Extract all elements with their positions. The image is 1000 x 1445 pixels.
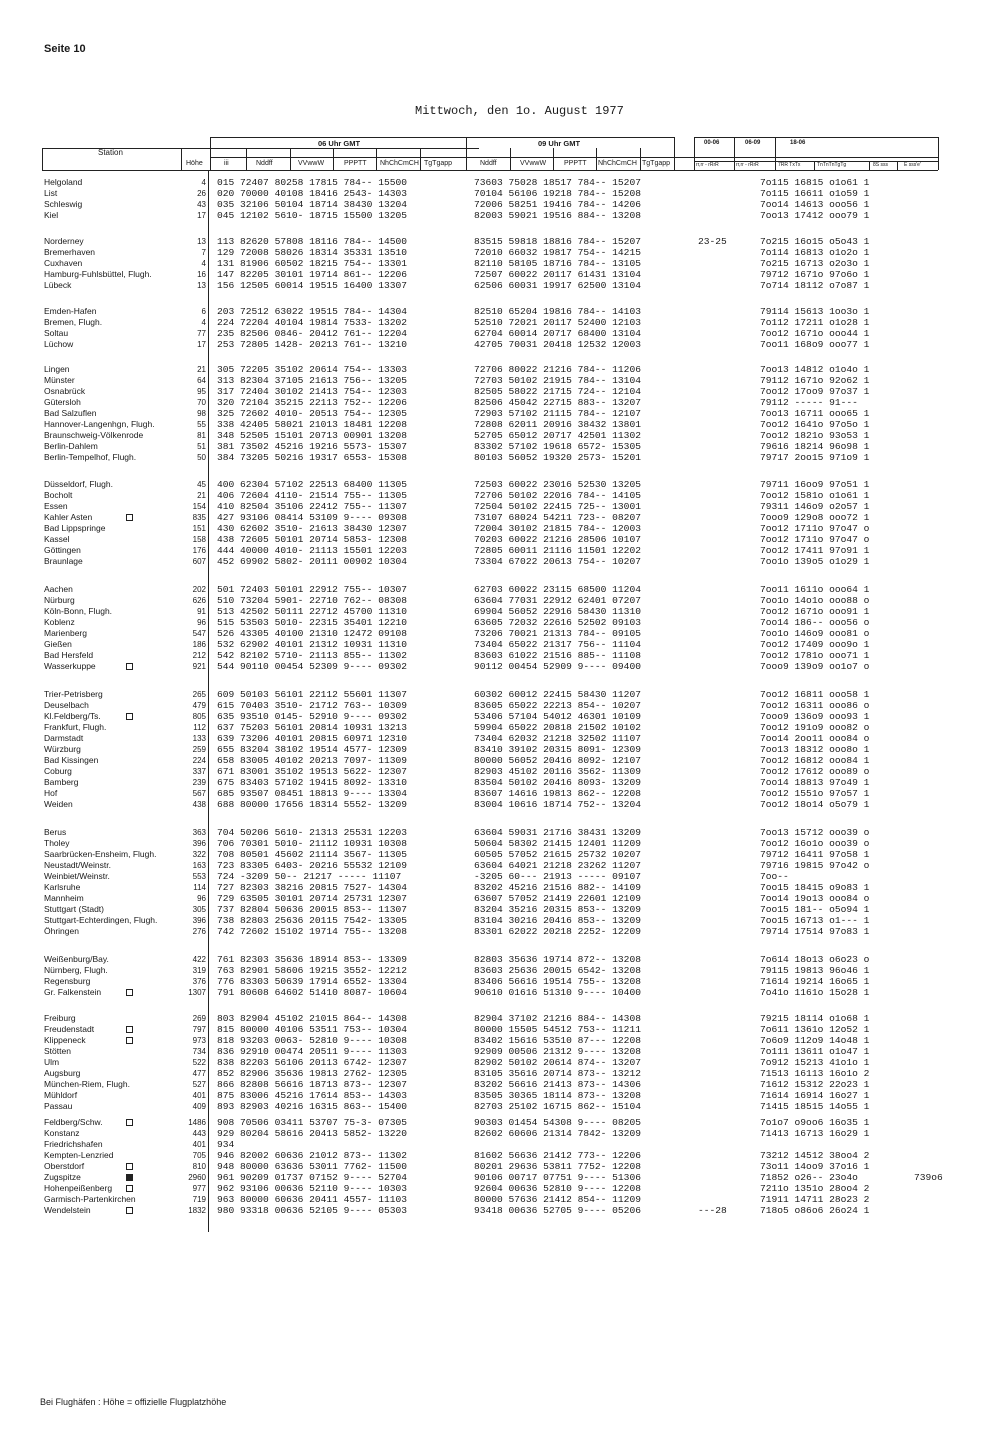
table-row: Hof 567 685 93507 08451 18813 9---- 13304 83607 14616 19813 862-- 12208 7oo12 1551o 97o57 1 [44,788,870,799]
period-18-06: 18-06 [790,140,806,146]
mountain-station-marker [126,514,133,521]
table-row: Kempten-Lenzried 705 946 82002 60636 21012 873-- 11302 81602 56636 21412 773-- 12206 73212 14512 38oo4 2 [44,1150,870,1161]
table-row: Weißenburg/Bay. 422 761 82303 35636 18914 853-- 13309 82803 35636 19714 872-- 13208 7o614 18o13 o6o23 o [44,954,870,965]
nh-header: NhChCmCH [380,160,419,167]
table-row: Oberstdorf 810 948 80000 63636 53011 7762- 11500 80201 29636 53811 7752- 12208 73o11 14oo9 37o16 1 [44,1161,870,1172]
table-row: Garmisch-Partenkirchen 719 963 80000 60636 20411 4557- 11103 80000 57636 21412 854-- 11209 71911 14711 28o23 2 [44,1194,870,1205]
table-row: Klippeneck 973 818 93203 0063- 52810 9---- 10308 83402 15616 53510 87--- 12208 7o6o9 112o9 14o48 1 [44,1035,870,1046]
ppptt2-header: PPPTT [564,160,587,167]
date-header: Mittwoch, den 1o. August 1977 [415,104,624,118]
station-header: Station [98,148,123,157]
table-row: Bocholt 21 406 72604 4110- 21514 755-- 11305 72706 50102 22016 784-- 14105 7oo12 1581o o1o61 1 [44,490,870,501]
vvwww2-header: VVwwW [520,160,547,167]
table-row: Gießen 186 532 62902 40101 21312 10931 11310 73404 65022 21317 756-- 11104 7oo12 17409 ooo9o 1 [44,639,870,650]
table-row: Norderney 13 113 82620 57808 18116 784-- 14500 83515 59818 18816 784-- 15207 23-25 7o215 16o15 o5o43 1 [44,236,870,247]
e-header: E sss'e' [904,162,921,168]
table-row: Emden-Hafen 6 203 72512 63022 19515 784-- 14304 82510 65204 19816 784-- 14103 79114 15613 1oo3o 1 [44,306,870,317]
table-row: Bremen, Flugh. 4 224 72204 40104 19814 7533- 13202 52510 72021 20117 52400 12103 7o112 17211 o1o28 1 [44,317,870,328]
table-row: Augsburg 477 852 82906 35636 19813 2762- 12305 83105 35616 20714 873-- 13212 71513 16113 16o1o 2 [44,1068,870,1079]
tn-header: TnTnTnTgTg [817,162,847,168]
table-row: Stuttgart (Stadt) 305 737 82804 50636 20015 853-- 11307 83204 35216 20315 853-- 13209 7oo15 181-- o5o94 1 [44,904,870,915]
table-row: Passau 409 893 82903 40216 16315 863-- 15400 82703 25102 16715 862-- 15104 71415 18515 14o55 1 [44,1101,870,1112]
table-row: Aachen 202 501 72403 50101 22912 755-- 10307 62703 60022 23115 68500 11204 7oo11 1611o ooo64 1 [44,584,870,595]
table-row: Bad Hersfeld 212 542 82102 5710- 21113 855-- 11302 83603 61022 21516 885-- 11108 7oo12 1781o ooo71 1 [44,650,870,661]
table-row: Friedrichshafen 401 934 [44,1139,235,1150]
table-row: Schleswig 43 035 32106 50104 18714 38430 13204 72006 58251 19416 784-- 14206 7oo14 14613 ooo56 1 [44,199,870,210]
mountain-station-marker [126,713,133,720]
table-row: Gr. Falkenstein 1307 791 80608 64602 51410 8087- 10604 90610 01616 51310 9---- 10400 7o41o 1161o 15o28 1 [44,987,870,998]
table-row: Saarbrücken-Ensheim, Flugh. 322 708 80501 45602 21114 3567- 11305 60505 57052 21615 25732 10207 79712 16411 97o58 1 [44,849,870,860]
table-row: Braunlage 607 452 69902 5802- 20111 00902 10304 73304 67022 20613 754-- 10207 7oo1o 139o5 o1o29 1 [44,556,870,567]
rr1-header: rr,rr - rRrR [696,162,719,168]
table-row: Deuselbach 479 615 70403 3510- 21712 763-- 10309 83605 65022 22213 854-- 10207 7oo12 16311 ooo86 o [44,700,870,711]
table-row: List 26 020 70000 40108 18416 2543- 14303 70104 56106 19218 784-- 15208 7o115 16611 o1o59 1 [44,188,870,199]
mountain-station-marker [126,989,133,996]
table-row: Münster 64 313 82304 37105 21613 756-- 13205 72703 50102 21915 784-- 13104 79112 1671o 92o62 1 [44,375,870,386]
table-row: Helgoland 4 015 72407 80258 17815 784-- 15500 73603 75028 18517 784-- 15207 7o115 16815 o1o61 1 [44,177,870,188]
table-row: Tholey 396 706 70301 5010- 21112 10931 10308 50604 58302 21415 12401 11209 7oo12 16o1o ooo39 o [44,838,870,849]
nh2-header: NhChCmCH [598,160,637,167]
rr2-header: rr,rr - rRrR [736,162,759,168]
mountain-station-marker [126,663,133,670]
table-row: Freudenstadt 797 815 80000 40106 53511 753-- 10304 80000 15505 54512 753-- 11211 7o611 1361o 12o52 1 [44,1024,870,1035]
table-row: Lübeck 13 156 12505 60014 19515 16400 13307 62506 60031 19917 62500 13104 7o714 18112 o7o87 1 [44,280,870,291]
mountain-station-marker [126,1026,133,1033]
nddff-header: Nddff [256,160,273,167]
table-row: Bremerhaven 7 129 72008 58026 18314 35331 13510 72010 66032 19817 754-- 14215 7o114 16813 o1o2o 1 [44,247,870,258]
table-row: Frankfurt, Flugh. 112 637 75203 56101 20814 10931 13213 59904 65022 20818 21502 10102 7oo12 191o9 ooo82 o [44,722,870,733]
table-row: Kl.Feldberg/Ts. 805 635 93510 0145- 52910 9---- 09302 53406 57104 54012 46301 10109 7ooo9 136o9 ooo93 1 [44,711,870,722]
nddff2-header: Nddff [480,160,497,167]
table-row: Kiel 17 045 12102 5610- 18715 15500 13205 82003 59021 19516 884-- 13208 7oo13 17412 ooo79 1 [44,210,870,221]
table-row: Hamburg-Fuhlsbüttel, Flugh. 16 147 82205 30101 19714 861-- 12206 72507 60022 20117 61431 13104 79712 1671o 97o6o 1 [44,269,870,280]
table-row: Bad Lippspringe 151 430 62602 3510- 21613 38430 12307 72004 30102 21815 784-- 12003 7oo12 1711o 97o47 o [44,523,870,534]
table-row: Soltau 77 235 82506 0846- 20412 761-- 12204 62704 60014 20717 68400 13104 7oo12 1671o ooo44 1 [44,328,870,339]
table-row: Bamberg 239 675 83403 57102 19415 8092- 13310 83504 50102 20416 8093- 13209 7oo14 18813 97o49 1 [44,777,870,788]
table-row: Freiburg 269 803 82904 45102 21015 864-- 14308 82904 37102 21216 884-- 14308 79215 18114 o1o68 1 [44,1013,870,1024]
table-row: Feldberg/Schw. 1486 908 70506 03411 53707 75-3- 07305 90303 01454 54308 9---- 08205 7o1o7 o9oo6 16o35 1 [44,1117,870,1128]
table-row: Wasserkuppe 921 544 90110 00454 52309 9---- 09302 90112 00454 52909 9---- 09400 7ooo9 139o9 oo1o7 o [44,661,870,672]
ppptt-header: PPPTT [344,160,367,167]
7rr-header: 7RR TxTx [778,162,801,168]
table-row: Trier-Petrisberg 265 609 50103 56101 22112 55601 11307 60302 60012 22415 58430 11207 7oo12 16811 ooo58 1 [44,689,870,700]
block09-header: 09 Uhr GMT [538,139,581,148]
mountain-station-marker-filled [126,1174,133,1181]
vvwww-header: VVwwW [298,160,325,167]
table-row: Stuttgart-Echterdingen, Flugh. 396 738 82803 25636 20115 7542- 13305 83104 30216 20416 853-- 13209 7oo15 16713 o1--- 1 [44,915,870,926]
table-row: Koblenz 96 515 53503 5010- 22315 35401 12210 63605 72032 22616 52502 09103 7oo14 186-- ooo56 o [44,617,870,628]
table-row: Nürnberg, Flugh. 319 763 82901 58606 19215 3552- 12212 83603 25636 20015 6542- 13208 79115 19813 96o46 1 [44,965,870,976]
table-row: Osnabrück 95 317 72404 30102 21413 754-- 12303 82505 58022 21715 724-- 12104 7oo12 17oo9 97o37 1 [44,386,870,397]
table-row: Göttingen 176 444 40000 4010- 21113 15501 12203 72805 60011 21116 11501 12202 7oo12 17411 97o91 1 [44,545,870,556]
table-row: Köln-Bonn, Flugh. 91 513 42502 50111 22712 45700 11310 69904 56052 22916 58430 11310 7oo12 1671o ooo91 1 [44,606,870,617]
table-row: Coburg 337 671 83001 35102 19513 5622- 12307 82903 45102 20116 3562- 11309 7oo12 17612 ooo89 o [44,766,870,777]
table-row: Braunschweig-Völkenrode 81 348 52505 15101 20713 00901 13208 52705 65012 20717 42501 11302 7oo12 1821o 93o53 1 [44,430,870,441]
table-row: Lüchow 17 253 72805 1428- 20213 761-- 13210 42705 70031 20418 12532 12003 7oo11 168o9 ooo77 1 [44,339,870,350]
table-row: Kassel 158 438 72605 50101 20714 5853- 12308 70203 60022 21216 28506 10107 7oo12 1711o 97o47 o [44,534,870,545]
mountain-station-marker [126,1185,133,1192]
table-row: Lingen 21 305 72205 35102 20614 754-- 13303 72706 80022 21216 784-- 11206 7oo13 14812 o1o4o 1 [44,364,870,375]
table-row: Karlsruhe 114 727 82303 38216 20815 7527- 14304 83202 45216 21516 882-- 14109 7oo15 18415 o9o83 1 [44,882,870,893]
table-row: Weinbiet/Weinstr. 553 724 -3209 50-- 21217 ----- 11107 -3205 60--- 21913 ----- 09107 7oo-- [44,871,789,882]
table-row: Bad Kissingen 224 658 83005 40102 20213 7097- 11309 80000 56052 20416 8092- 12107 7oo12 16812 ooo84 1 [44,755,870,766]
table-row: Ulm 522 838 82203 56106 20113 6742- 12307 82902 50102 20614 874-- 13207 7o912 15213 41o1o 1 [44,1057,870,1068]
table-row: Stötten 734 836 92910 00474 20511 9---- 11303 92909 00506 21312 9---- 13208 7o111 13611 o1o47 1 [44,1046,870,1057]
mountain-station-marker [126,1207,133,1214]
table-row: Hohenpeißenberg 977 962 93106 00636 52110 9---- 10303 92604 00636 52810 9---- 12208 7211o 1351o 28oo4 2 [44,1183,870,1194]
table-row: Hannover-Langenhgn, Flugh. 55 338 42405 58021 21013 18481 12208 72808 62011 20916 38432 13801 7oo12 1641o 97o5o 1 [44,419,870,430]
table-row: Essen 154 410 82504 35106 22412 755-- 11307 72504 50102 22415 725-- 13001 79311 146o9 o2o57 1 [44,501,870,512]
mountain-station-marker [126,1163,133,1170]
table-row: Regensburg 376 776 83303 50639 17914 6552- 13304 83406 56616 19514 755-- 13208 71614 19214 16o65 1 [44,976,870,987]
table-row: Berlin-Dahlem 51 381 73502 45216 19216 5573- 15307 83302 57102 19618 6572- 15305 79616 18214 96o98 1 [44,441,870,452]
hoehe-header: Höhe [186,160,203,167]
period-06-09: 06-09 [745,140,761,146]
table-row: Neustadt/Weinstr. 163 723 83305 6403- 20216 55532 12109 63604 64021 21218 23262 11207 79716 19815 97o42 o [44,860,870,871]
footnote: Bei Flughäfen : Höhe = offizielle Flugplatzhöhe [40,1397,227,1407]
tgtg2-header: TgTgapp [642,160,671,167]
table-row: Wendelstein 1832 980 93318 00636 52105 9---- 05303 93418 00636 52705 9---- 05206 ---28 718o5 o86o6 26o24 1 [44,1205,870,1216]
table-row: Mannheim 96 729 63505 30101 20714 25731 12307 63607 57052 21419 22601 12109 7oo14 19o13 ooo84 o [44,893,870,904]
table-row: Mühldorf 401 875 83006 45216 17614 853-- 14303 83505 30365 18114 873-- 13208 71614 16914 16o27 1 [44,1090,870,1101]
table-row: Weiden 438 688 80000 17656 18314 5552- 13209 83004 10616 18714 752-- 13204 7oo12 18o14 o5o79 1 [44,799,870,810]
table-row: Berlin-Tempelhof, Flugh. 50 384 73205 50216 19317 6553- 15308 80103 56052 19320 2573- 15201 79717 2oo15 971o9 1 [44,452,870,463]
table-row: Öhringen 276 742 72602 15102 19714 755-- 13208 83301 62022 20218 2252- 12209 79714 17514 97o83 1 [44,926,870,937]
table-row: Zugspitze 2960 961 90209 01737 07152 9---- 52704 90106 00717 07751 9---- 51306 71852 o26-- 23o4o 739o6 [44,1172,943,1183]
table-row: Nürburg 626 510 73204 5901- 22710 762-- 08308 63604 77031 22912 62401 07207 7oo1o 14o1o ooo88 o [44,595,870,606]
period-00-06: 00-06 [704,140,720,146]
mountain-station-marker [126,1037,133,1044]
block06-header: 06 Uhr GMT [318,139,361,148]
mountain-station-marker [126,1119,133,1126]
table-row: Bad Salzuflen 98 325 72602 4010- 20513 754-- 12305 72903 57102 21115 784-- 12107 7oo13 16711 ooo65 1 [44,408,870,419]
table-row: München-Riem, Flugh. 527 866 82808 56616 18713 873-- 12307 83202 56616 21413 873-- 14306 71612 15312 22o23 1 [44,1079,870,1090]
table-row: Darmstadt 133 639 73206 40101 20815 60971 12310 73404 62032 21218 32502 11107 7oo14 2oo11 ooo84 o [44,733,870,744]
iii-header: iii [224,160,229,167]
table-row: Cuxhaven 4 131 81906 60502 18215 754-- 13301 82110 58105 18716 784-- 13105 7o215 16713 o2o3o 1 [44,258,870,269]
8s-header: 8S sss [873,162,889,168]
table-row: Düsseldorf, Flugh. 45 400 62304 57102 22513 68400 11305 72503 60022 23016 52530 13205 79711 16oo9 97o51 1 [44,479,870,490]
page-number: Seite 10 [44,43,86,55]
table-row: Marienberg 547 526 43305 40100 21310 12472 09108 73206 70021 21313 784-- 09105 7oo1o 146o9 ooo81 o [44,628,870,639]
tgtg-header: TgTgapp [424,160,453,167]
table-row: Berus 363 704 50206 5610- 21313 25531 12203 63604 59031 21716 38431 13209 7oo13 15712 ooo39 o [44,827,870,838]
table-row: Kahler Asten 835 427 93106 08414 53109 9---- 09308 73107 68024 54211 723-- 08207 7ooo9 129o8 ooo72 1 [44,512,870,523]
table-row: Würzburg 259 655 83204 38102 19514 4577- 12309 83410 39102 20315 8091- 12309 7oo13 18312 ooo8o 1 [44,744,870,755]
table-row: Gütersloh 70 320 72104 35215 22113 752-- 12206 82506 45042 22715 883-- 13207 79112 ----- 91--- [44,397,858,408]
table-row: Konstanz 443 929 80204 58616 20413 5852- 13220 82602 60606 21314 7842- 13209 71413 16713 16o29 1 [44,1128,870,1139]
